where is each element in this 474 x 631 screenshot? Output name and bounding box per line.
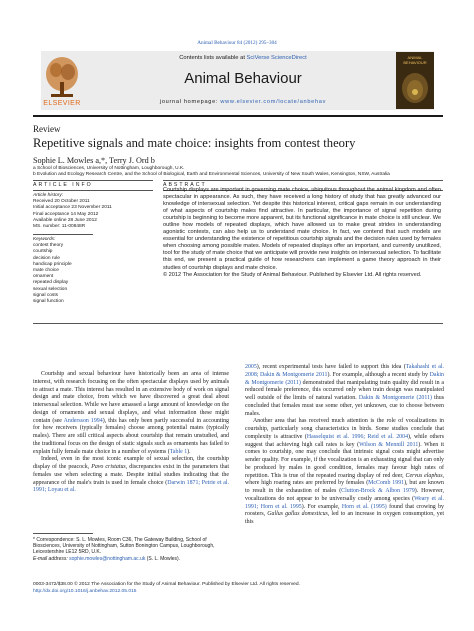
history-label: Article history: xyxy=(33,193,64,198)
history-item: Initial acceptance 23 November 2011 xyxy=(33,205,112,211)
text-run: ), but are known to result in the exhaustion of males ( xyxy=(245,480,444,494)
text-run: ), while others suggest that achieving high call rates is key ( xyxy=(245,433,444,448)
body-paragraph xyxy=(245,418,444,527)
species-name: Gallus gallus domesticus xyxy=(267,511,328,518)
abstract-heading: ABSTRACT xyxy=(163,182,207,188)
journal-title: Animal Behaviour xyxy=(184,70,302,87)
correspondence-footnote xyxy=(33,537,229,562)
article-info-rule-mid xyxy=(33,190,153,191)
text-run: thus concluded that females must use some other, yet unknown, cue to choose between males. xyxy=(245,395,444,417)
reference-link[interactable]: Dakin & Montgomerie (2011) xyxy=(358,395,432,401)
text-run: , led to an increase in oxygen consumption, yet this xyxy=(245,511,445,525)
contents-prefix: Contents lists available at xyxy=(179,55,247,61)
article-info-heading: ARTICLE INFO xyxy=(33,182,93,188)
doi-line xyxy=(33,589,443,595)
header-divider xyxy=(33,115,443,117)
species-name: Pavo cristatus xyxy=(91,464,126,470)
body-right-column xyxy=(245,364,444,527)
affiliation-a: a School of Biosciences, University of Nottingham, Loughborough, U.K. xyxy=(33,166,185,171)
contents-availability xyxy=(90,55,396,61)
reference-link[interactable]: Darwin 1871; Petrie et al. 1991; Loyau et al. xyxy=(33,479,229,494)
abstract-rule-top xyxy=(163,180,443,181)
email-label: E-mail address: xyxy=(33,555,70,562)
abstract-rule-bottom xyxy=(33,323,443,324)
cover-title: ANIMAL BEHAVIOUR xyxy=(403,55,427,65)
body-paragraph xyxy=(245,364,444,418)
text-run: found that crowing by roosters, xyxy=(245,503,444,518)
text-run: ). When it comes to courtship, one may conclude that intrinsic signal costs might advertise sender quality. For example, if the vocalization is an exhausting signal that can only be produced by males in good condition, females may favour high rates of repetition. This is true of the repeated roaring display of red deer, xyxy=(245,441,444,479)
text-run: Courtship and sexual behaviour have historically been an area of intense interest, with research focusing on the often spectacular displays used by animals to attract a mate. This interest has resulted in an extensive body of work on signal design and mate choice, from which we have discovered a great deal about intersexual selection. While we have amassed a large amount of knowledge on the design of ornaments and sexual displays, and what information these might contain (see xyxy=(33,371,229,424)
article-info-rule-top xyxy=(33,180,153,181)
body-left-column xyxy=(33,371,229,495)
abstract-text: Courtship displays are important in governing mate choice, ubiquitous throughout the animal kingdom and often spectacular in appearance. As such, they have received a long history of study that has greatly advanced our knowledge of intersexual selection. Yet despite this historical interest, critical gaps remain in our understanding of what aspects of courtship males find attractive. In particular, the importance of signal repetition during courtship is beginning to become more apparent, but its functional significance in mate choice is still unclear. We outline how models of repeated displays, which have allowed us to make great strides in understanding agonistic contests, can also help us to understand mate choice. In fact, we contend that such models are essential for understanding the existence of repetitious courtship signals and the decision rules used by females when choosing among possible mates. Models of repeated displays offer an important, and currently unutilized, tool for the study of mate choice that we anticipate will provide new insights on intersexual selection. To facilitate this end, we present a practical guide of how researchers can implement a game theory approach in their studies of courtship displays and mate choice. xyxy=(163,187,441,271)
keyword-item: signal costs xyxy=(33,292,59,298)
keyword-item: signal function xyxy=(33,299,64,305)
reference-link[interactable]: Weary et al. 1991; Horn et al. 1995 xyxy=(245,495,444,510)
article-authors: Sophie L. Mowles a,*, Terry J. Ord b xyxy=(33,156,155,165)
text-run: demonstrated that manipulating train quality did result in a reduced female preference, this occurred only when train design was manipulated well outside of the limits of natural variation. xyxy=(245,379,445,401)
body-paragraph xyxy=(33,371,229,456)
abstract-body xyxy=(163,187,441,279)
article-title: Repetitive signals and mate choice: insights from contest theory xyxy=(33,136,356,150)
keyword-item: mate choice xyxy=(33,268,59,274)
correspondence-text: * Correspondence: S. L. Mowles, Room C36, The Gateway Building, School of Biosciences, University of Nottingham, Sutton Bonington Campus, Loughborough, Leicestershire LE12 5RD, U.K. xyxy=(33,537,215,556)
reference-link[interactable]: McComb 1991 xyxy=(368,480,405,487)
email-link[interactable]: sophie.mowles@nottingham.ac.uk xyxy=(69,555,146,562)
journal-homepage xyxy=(90,99,396,105)
keyword-item: ornament xyxy=(33,274,54,280)
reference-link[interactable]: 2005 xyxy=(245,364,257,370)
history-item: Received 20 October 2011 xyxy=(33,199,90,205)
reference-link[interactable]: Andersson 1994 xyxy=(63,417,103,424)
body-paragraph xyxy=(33,456,229,495)
text-run: ). However, vocalizations do not appear to be universally costly among species ( xyxy=(245,488,444,502)
keywords-divider xyxy=(33,234,93,235)
reference-link[interactable]: Dakin & Montgomerie (2011) xyxy=(245,371,444,386)
keyword-item: handicap principle xyxy=(33,261,72,267)
article-section: Review xyxy=(33,124,61,134)
species-name: Cervus elaphus xyxy=(405,472,443,479)
footnote-rule xyxy=(33,533,93,534)
text-run: ). For example, although a recent study by xyxy=(327,371,430,378)
history-item: MS. number: 11-00848R xyxy=(33,224,86,230)
reference-link[interactable]: Wilson & Mennill 2011 xyxy=(359,441,419,448)
text-run: Indeed, even in the most iconic example of sexual selection, the courtship display of the peacock, xyxy=(33,456,229,470)
reference-link[interactable]: Horn et al. (1995) xyxy=(341,503,387,510)
keyword-item: sexual selection xyxy=(33,286,68,292)
table-link[interactable]: Table 1 xyxy=(169,448,188,455)
doi-link[interactable]: http://dx.doi.org/10.1016/j.anbehav.2012.05.015 xyxy=(33,589,137,594)
issn-copyright-line: 0003-3472/$38.00 © 2012 The Association for the Study of Animal Behaviour. Published by Elsevier Ltd. All rights reserved. xyxy=(33,582,300,587)
email-suffix: (S. L. Mowles). xyxy=(145,555,181,562)
homepage-prefix: journal homepage: xyxy=(159,99,221,105)
text-run: Another area that has received much attention is the role of vocalizations in courtship, particularly song characteristics in birds. Some studies conclude that complexity is attractive ( xyxy=(245,418,444,440)
text-run: ), this has only been partly successful in accounting for how receivers (typically females) choose among potential mates (typically males). There are still critical aspects about courtship that remain unstudied, and the traditional focus on the design of static signals such as ornaments has failed to explain fully female mate choice in a number of systems ( xyxy=(33,417,229,455)
abstract-copyright: © 2012 The Association for the Study of Animal Behaviour. Published by Elsevier Ltd. All rights reserved. xyxy=(163,271,422,278)
journal-citation: Animal Behaviour 84 (2012) 295–304 xyxy=(197,40,277,46)
text-run: ). xyxy=(187,448,191,455)
text-run: , discrepancies exist in the parameters that females use when selecting a mate. Despite initial studies indicating that the appearance of the male's train is used in female choice ( xyxy=(33,464,229,486)
keywords-label: Keywords: xyxy=(33,237,56,242)
keyword-item: decision rule xyxy=(33,255,60,261)
reference-link[interactable]: Clutton-Brock & Albon 1979 xyxy=(341,488,415,494)
keyword-item: repeated display xyxy=(33,280,69,286)
affiliation-b: b Evolution and Ecology Research Centre, and the School of Biological, Earth and Environmental Sciences, University of New South Wales, Kensington, NSW, Australia xyxy=(33,172,390,177)
keywords-list xyxy=(33,237,153,305)
email-line xyxy=(33,556,229,562)
text-run: , where high roaring rates are preferred by females ( xyxy=(245,472,444,487)
history-item: Final acceptance 14 May 2012 xyxy=(33,211,99,217)
reference-link[interactable]: Hasselquist et al. 1996; Reid et al. 2004 xyxy=(306,433,409,440)
homepage-link[interactable]: www.elsevier.com/locate/anbehav xyxy=(220,99,327,105)
sciencedirect-link[interactable]: SciVerse ScienceDirect xyxy=(246,55,307,61)
text-run: ), recent experimental tests have failed to support this idea ( xyxy=(256,364,406,370)
publisher-name: ELSEVIER xyxy=(43,100,81,107)
text-run: ). For example, xyxy=(301,503,342,510)
keyword-item: courtship xyxy=(33,249,53,255)
history-item: Available online 28 June 2012 xyxy=(33,217,97,223)
reference-link[interactable]: Takahashi et al. 2008; Dakin & Montgomerie 2011 xyxy=(245,364,444,378)
article-history xyxy=(33,193,153,230)
keyword-item: contest theory xyxy=(33,243,64,249)
